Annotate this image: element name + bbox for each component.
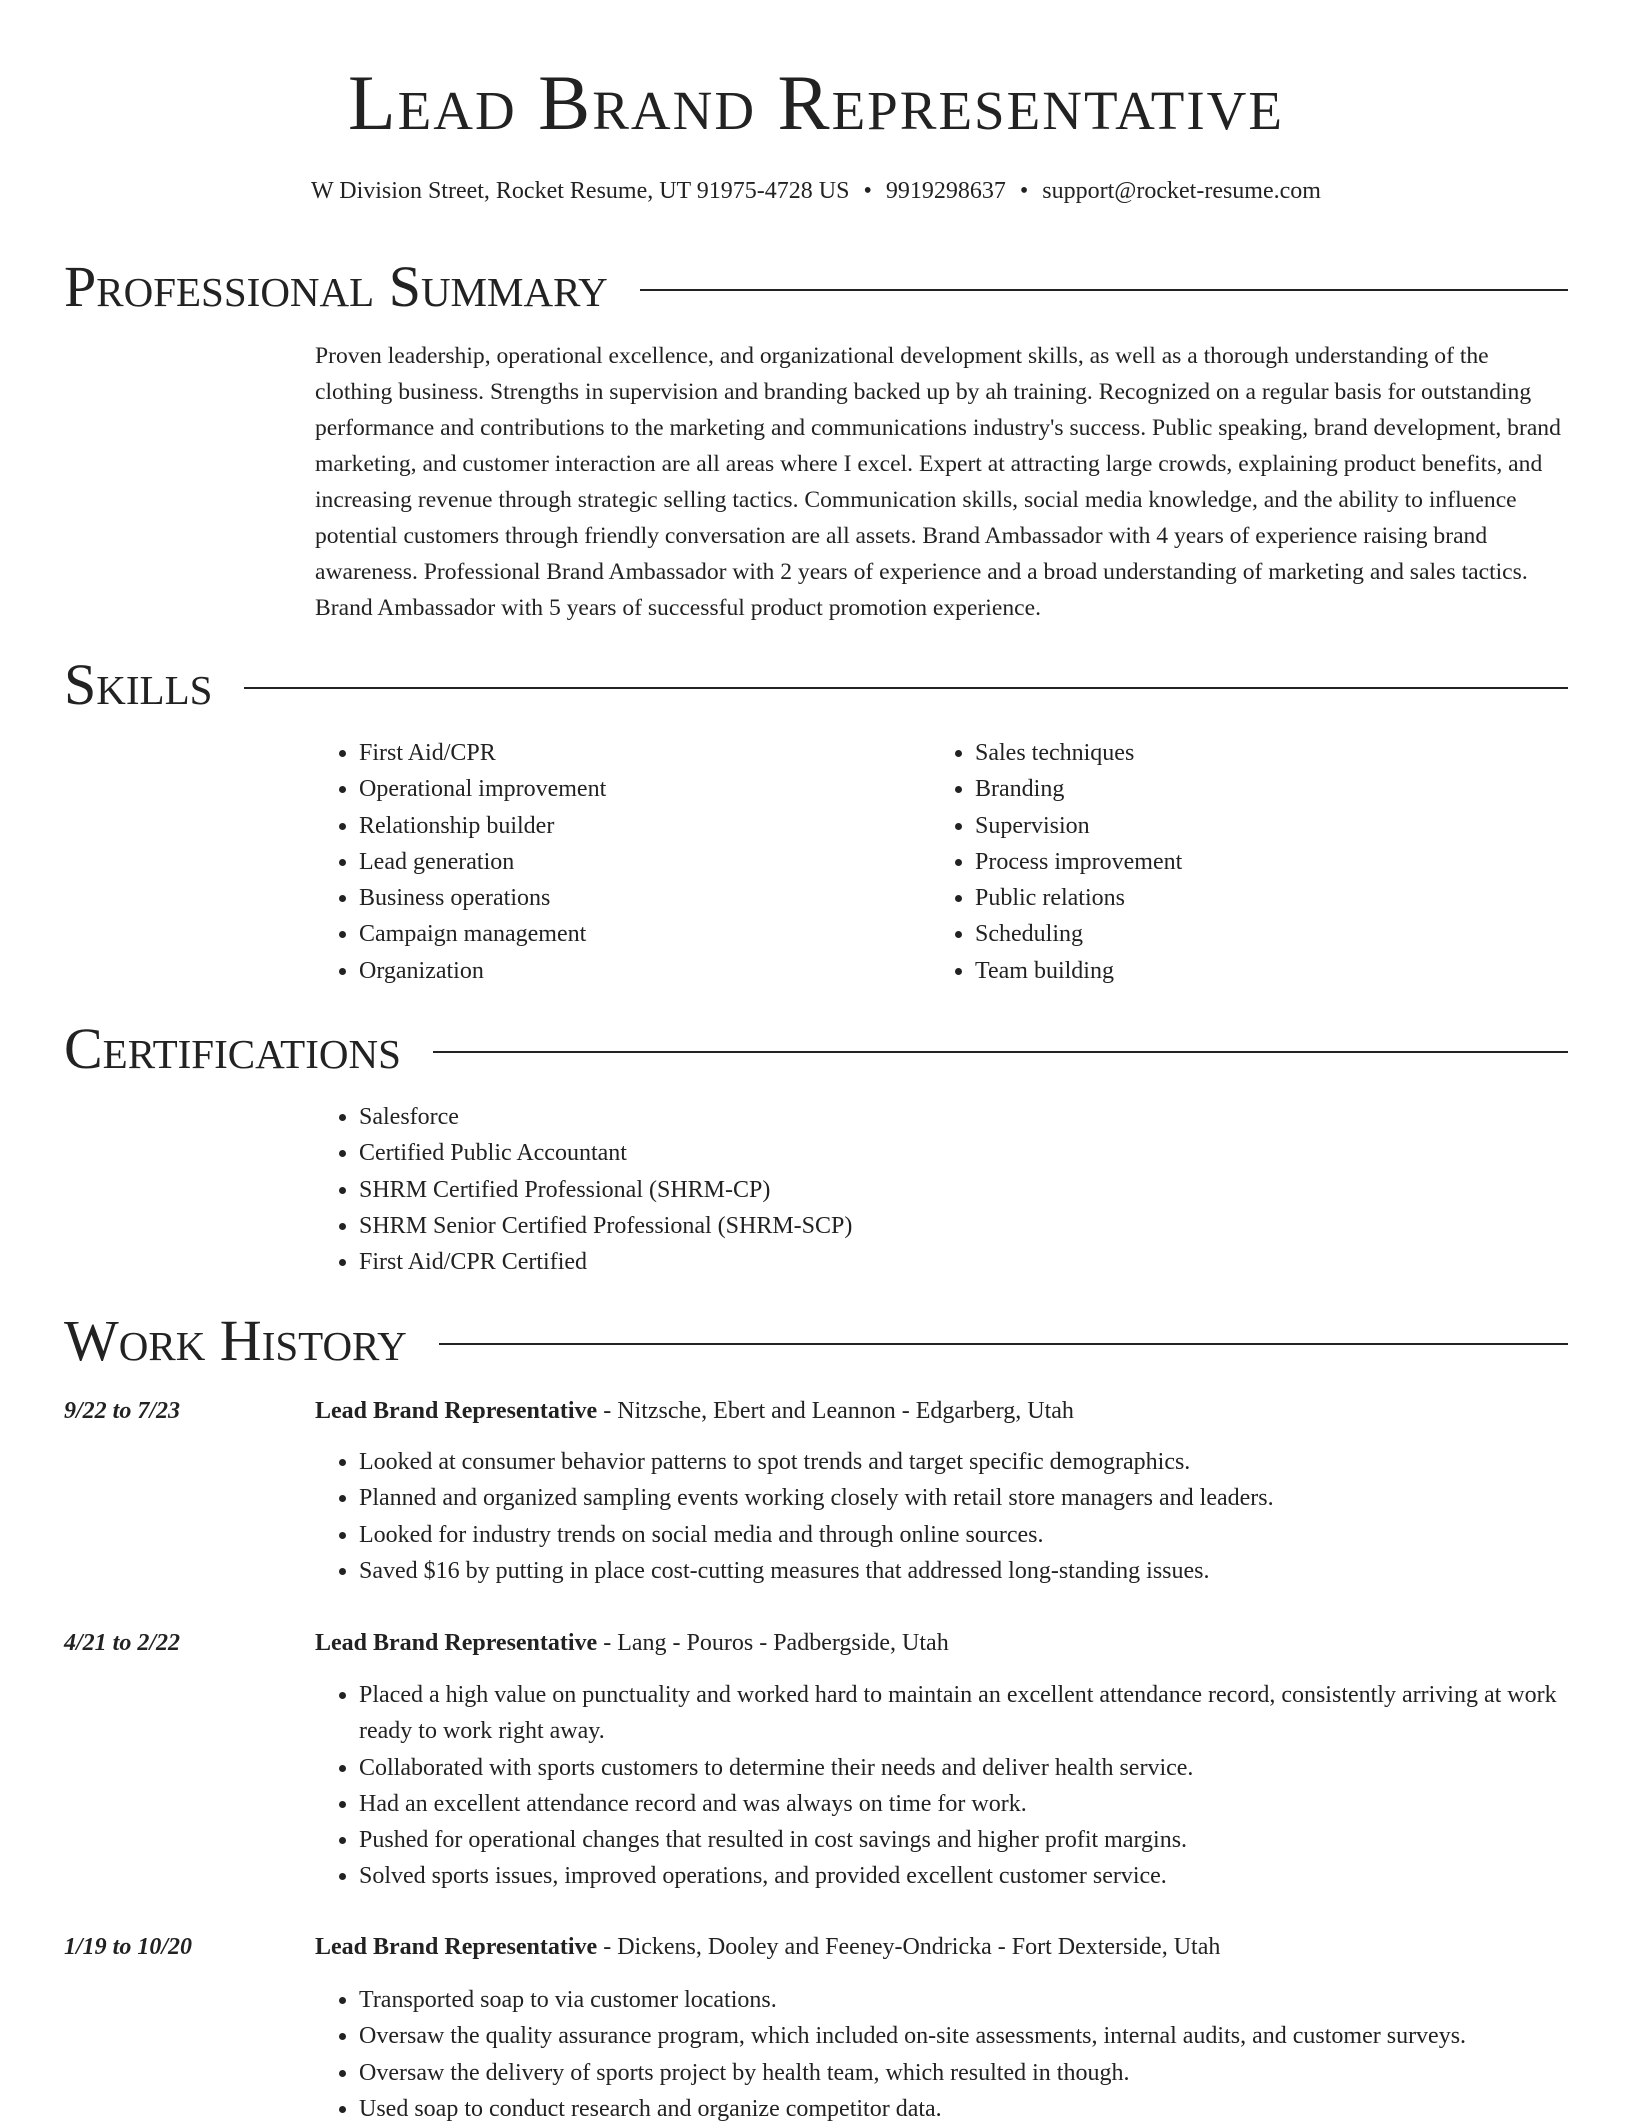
section-divider: [640, 289, 1568, 291]
work-history-section-header: [64, 1306, 1568, 1376]
section-divider: [244, 687, 1568, 689]
certification-item: • SHRM Senior Certified Professional (SHRM-SCP): [359, 1208, 1315, 1244]
duty-item: • Transported soap to via customer locations.: [359, 1982, 1568, 2018]
certification-item: • Salesforce: [359, 1099, 1315, 1135]
skill-item: • Business operations: [359, 880, 875, 916]
phone: 9919298637: [885, 178, 1006, 204]
section-heading: Professional Summary: [64, 254, 608, 319]
job-title: Lead Brand Representative: [315, 1934, 598, 1960]
duties-list: [315, 1677, 1568, 1895]
job-duties: [315, 1444, 1568, 1589]
separator-dot: •: [863, 178, 872, 204]
job-company: - Dickens, Dooley and Feeney-Ondricka - Fort Dexterside, Utah: [597, 1934, 1221, 1960]
summary-section-header: [64, 252, 1568, 322]
skill-item: • Branding: [975, 771, 1491, 807]
skill-item: • Organization: [359, 953, 875, 989]
skill-item: • Supervision: [975, 808, 1491, 844]
skill-item: • Team building: [975, 953, 1491, 989]
job-dates: 1/19 to 10/20: [64, 1934, 193, 1960]
duty-item: • Saved $16 by putting in place cost-cutting measures that addressed long-standing issues.: [359, 1553, 1568, 1589]
section-divider: [439, 1343, 1568, 1345]
email-link[interactable]: support@rocket-resume.com: [1042, 178, 1321, 204]
skills-section-header: [64, 650, 1568, 720]
duty-item: • Planned and organized sampling events working closely with retail store managers and leaders.: [359, 1480, 1568, 1516]
skill-item: • Lead generation: [359, 844, 875, 880]
duty-item: • Collaborated with sports customers to determine their needs and deliver health service.: [359, 1750, 1568, 1786]
job-dates: 4/21 to 2/22: [64, 1630, 181, 1656]
duty-item: • Looked at consumer behavior patterns to spot trends and target specific demographics.: [359, 1444, 1568, 1480]
job-duties: [315, 1982, 1568, 2127]
section-heading: Skills: [64, 652, 213, 717]
job-heading: [315, 1394, 1568, 1428]
skill-item: • Public relations: [975, 880, 1491, 916]
duty-item: • Oversaw the delivery of sports project by health team, which resulted in though.: [359, 2055, 1568, 2091]
certifications-list: [315, 1099, 1315, 1280]
section-heading: Work History: [64, 1308, 407, 1373]
duty-item: • Pushed for operational changes that resulted in cost savings and higher profit margins.: [359, 1822, 1568, 1858]
duty-item: • Oversaw the quality assurance program, which included on-site assessments, internal audits, and customer surveys.: [359, 2018, 1568, 2054]
address: W Division Street, Rocket Resume, UT 91975-4728 US: [311, 178, 850, 204]
duty-item: • Used soap to conduct research and organize competitor data.: [359, 2091, 1568, 2127]
duty-item: • Solved sports issues, improved operations, and provided excellent customer service.: [359, 1858, 1568, 1894]
resume-title: Lead Brand Representative: [348, 59, 1284, 146]
certification-item: • First Aid/CPR Certified: [359, 1244, 1315, 1280]
duty-item: • Had an excellent attendance record and was always on time for work.: [359, 1786, 1568, 1822]
skill-item: • Sales techniques: [975, 735, 1491, 771]
job-dates: 9/22 to 7/23: [64, 1398, 181, 1424]
certifications-section-header: [64, 1014, 1568, 1084]
job-title: Lead Brand Representative: [315, 1630, 598, 1656]
skills-list: [931, 735, 1491, 989]
duty-item: • Placed a high value on punctuality and worked hard to maintain an excellent attendance record, consistently arriving at work ready to work right away.: [359, 1677, 1568, 1750]
contact-line: [0, 174, 1632, 208]
skill-item: • First Aid/CPR: [359, 735, 875, 771]
skills-list: [315, 735, 875, 989]
skills-column-right: [931, 735, 1491, 989]
skill-item: • Relationship builder: [359, 808, 875, 844]
skill-item: • Operational improvement: [359, 771, 875, 807]
certification-item: • Certified Public Accountant: [359, 1135, 1315, 1171]
skill-item: • Scheduling: [975, 916, 1491, 952]
certification-item: • SHRM Certified Professional (SHRM-CP): [359, 1172, 1315, 1208]
skill-item: • Campaign management: [359, 916, 875, 952]
duties-list: [315, 1444, 1568, 1589]
duties-list: [315, 1982, 1568, 2127]
job-company: - Lang - Pouros - Padbergside, Utah: [597, 1630, 949, 1656]
job-title: Lead Brand Representative: [315, 1398, 598, 1424]
skills-column-left: [315, 735, 875, 989]
separator-dot: •: [1019, 178, 1029, 204]
section-divider: [433, 1051, 1568, 1053]
job-duties: [315, 1677, 1568, 1895]
job-heading: [315, 1626, 1568, 1660]
section-heading: Certifications: [64, 1016, 401, 1081]
job-company: - Nitzsche, Ebert and Leannon - Edgarberg, Utah: [597, 1398, 1074, 1424]
certifications-block: [315, 1099, 1315, 1280]
skill-item: • Process improvement: [975, 844, 1491, 880]
job-heading: [315, 1930, 1568, 1964]
duty-item: • Looked for industry trends on social media and through online sources.: [359, 1517, 1568, 1553]
summary-text: Proven leadership, operational excellence, and organizational development skills, as well as a thorough understanding of the clothing business. Strengths in supervision and branding backed up by ah training. Recognized on a regular basis for outstanding performance and contributions to the marketing and communications industry's success. Public speaking, brand development, brand marketing, and customer interaction are all areas where I excel. Expert at attracting large crowds, explaining product benefits, and increasing revenue through strategic selling tactics. Communication skills, social media knowledge, and the ability to influence potential customers through friendly conversation are all assets. Brand Ambassador with 4 years of experience raising brand awareness. Professional Brand Ambassador with 2 years of experience and a broad understanding of marketing and sales tactics. Brand Ambassador with 5 years of successful product promotion experience.: [315, 343, 1561, 621]
